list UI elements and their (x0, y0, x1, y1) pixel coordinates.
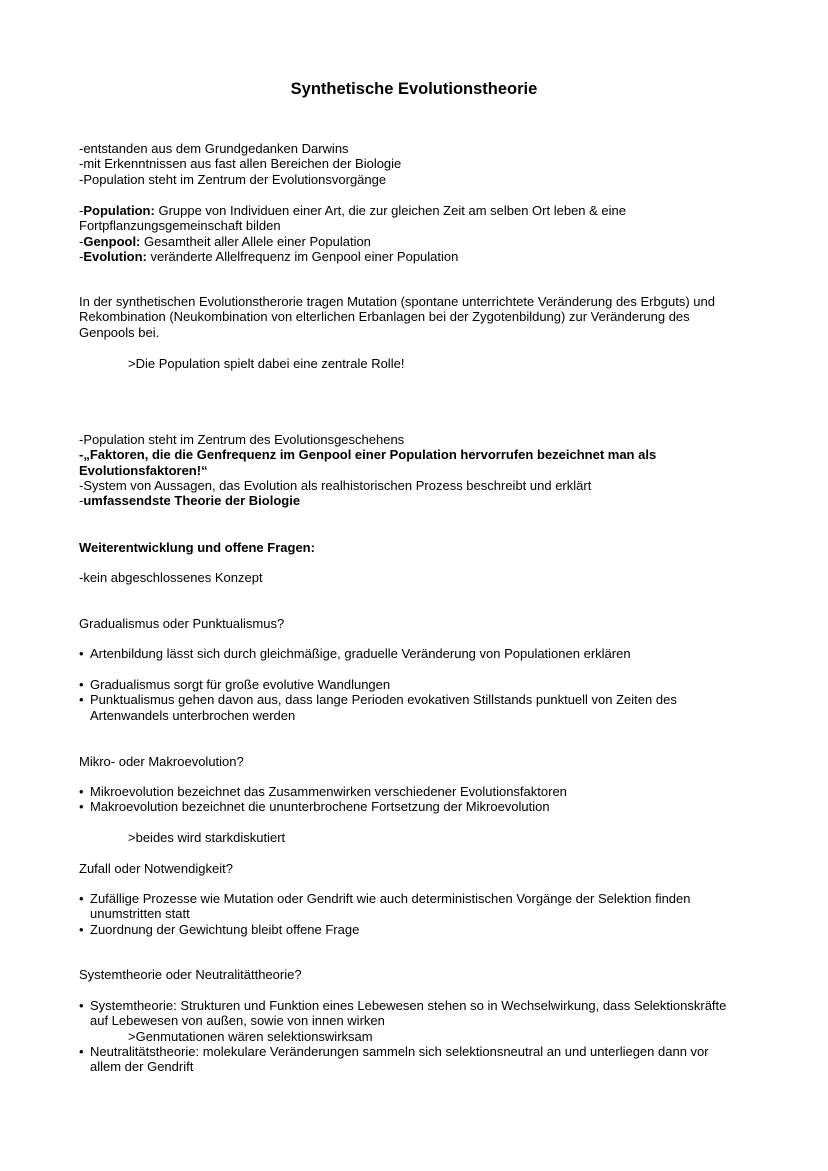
definition-term: Genpool: (83, 233, 141, 249)
definition-term: Population: (83, 203, 155, 218)
fact-quote: -„Faktoren, die die Genfrequenz im Genpool einer Population hervorrufen bezeichnet man als Evolutionsfaktoren!“ (79, 447, 657, 478)
chance-heading: Zufall oder Notwendigkeit? (79, 861, 233, 876)
list-item: • Makroevolution bezeichnet die ununterbrochene Fortsetzung der Mikroevolution (79, 799, 550, 815)
further-heading: Weiterentwicklung und offene Fragen: (79, 540, 315, 555)
page-title: Synthetische Evolutionstheorie (290, 80, 538, 98)
micro-heading: Mikro- oder Makroevolution? (79, 754, 244, 769)
facts-list (79, 432, 719, 508)
bullet-icon: • (79, 998, 84, 1013)
bullet-icon: • (79, 891, 84, 906)
bullet-icon: • (79, 692, 84, 708)
list-item: • Zuordnung der Gewichtung bleibt offene Frage (79, 921, 360, 937)
list-item: • Zufällige Prozesse wie Mutation oder Gendrift wie auch deterministischen Vorgänge der Selektion finden unumstritten statt (79, 891, 691, 922)
micro-note: >beides wird starkdiskutiert (128, 830, 286, 845)
list-item: • Neutralitätstheorie: molekulare Veränderungen sammeln sich selektionsneutral an und unterliegen dann vor allem der Gendrift (79, 1043, 709, 1075)
definition-population: -Population: Gruppe von Individuen einer Art, die zur gleichen Zeit am selben Ort leben & eine Fortpflanzungsgemeinschaft bilden (79, 203, 627, 234)
micro-list (79, 784, 744, 815)
fact-line: -System von Aussagen, das Evolution als realhistorischen Prozess beschreibt und erklärt (79, 477, 592, 493)
list-item: • Systemtheorie: Strukturen und Funktion eines Lebewesen stehen so in Wechselwirkung, dass Selektionskräfte auf Lebewesen von außen, sowie von innen wirken >Genmutationen wären selektionswirksam (79, 998, 739, 1044)
bullet-icon: • (79, 921, 84, 937)
bullet-icon: • (79, 799, 84, 815)
chance-list (79, 891, 739, 937)
gradualism-list-1 (79, 646, 744, 661)
fact-line: -umfassendste Theorie der Biologie (79, 493, 301, 509)
definition-genpool: -Genpool: Gesamtheit aller Allele einer Population (79, 233, 371, 249)
intro-line: -mit Erkenntnissen aus fast allen Bereichen der Biologie (79, 156, 402, 172)
definition-evolution: -Evolution: veränderte Allelfrequenz im Genpool einer Population (79, 248, 459, 264)
system-list (79, 998, 739, 1074)
bullet-icon: • (79, 646, 84, 661)
list-item: • Artenbildung lässt sich durch gleichmäßige, graduelle Veränderung von Populationen erklären (79, 646, 631, 661)
theory-paragraph: In der synthetischen Evolutionstherorie tragen Mutation (spontane unterrichtete Veränderung des Erbguts) und Rekombination (Neukombination von elterlichen Erbanlagen bei der Zygotenbildung) zur Veränderung des Genpools bei. (79, 294, 715, 340)
list-subnote: >Genmutationen wären selektionswirksam (128, 1028, 373, 1044)
system-heading: Systemtheorie oder Neutralitättheorie? (79, 967, 302, 982)
gradualism-list-2 (79, 677, 729, 723)
intro-line: -Population steht im Zentrum der Evolutionsvorgänge (79, 171, 387, 187)
bullet-icon: • (79, 784, 84, 799)
further-line: -kein abgeschlossenes Konzept (79, 570, 263, 585)
list-item: • Mikroevolution bezeichnet das Zusammenwirken verschiedener Evolutionsfaktoren (79, 784, 567, 799)
intro-list (79, 141, 744, 187)
gradualism-heading: Gradualismus oder Punktualismus? (79, 616, 285, 631)
list-item: • Punktualismus gehen davon aus, dass lange Perioden evokativen Stillstands punktuell von Zeiten des Artenwandels unterbrochen werden (79, 692, 677, 723)
definitions-list (79, 203, 689, 264)
bullet-icon: • (79, 1043, 84, 1059)
population-note: >Die Population spielt dabei eine zentrale Rolle! (128, 356, 405, 371)
list-item: • Gradualismus sorgt für große evolutive Wandlungen (79, 677, 391, 692)
bullet-icon: • (79, 677, 84, 692)
intro-line: -entstanden aus dem Grundgedanken Darwins (79, 141, 349, 156)
fact-line: -Population steht im Zentrum des Evolutionsgeschehens (79, 432, 405, 447)
definition-term: Evolution: (83, 248, 147, 264)
